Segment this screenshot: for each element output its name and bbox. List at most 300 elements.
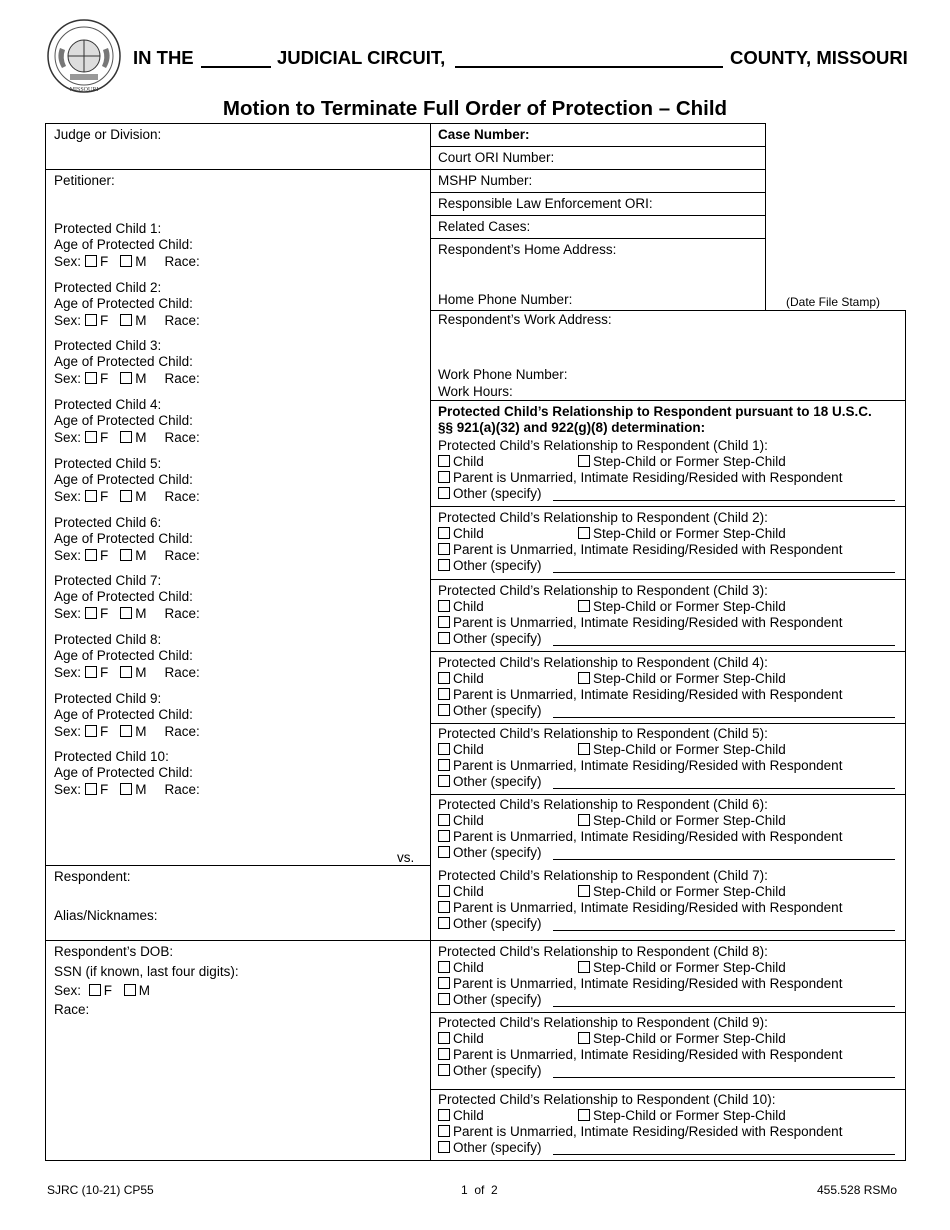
sex-f-checkbox[interactable] <box>89 984 101 996</box>
option-parent <box>438 976 842 992</box>
parent-checkbox[interactable] <box>438 471 450 483</box>
parent-option-label: Parent is Unmarried, Intimate Residing/Resided with Respondent <box>453 758 843 773</box>
protected-child-7 <box>54 573 161 589</box>
other-checkbox[interactable] <box>438 846 450 858</box>
relationship-divider <box>430 579 905 580</box>
protected-child-3 <box>54 338 161 354</box>
parent-checkbox[interactable] <box>438 977 450 989</box>
other-checkbox[interactable] <box>438 993 450 1005</box>
other-specify-blank[interactable] <box>553 1006 895 1007</box>
sex-m-checkbox[interactable] <box>120 725 132 737</box>
relationship-heading: Protected Child’s Relationship to Respondent pursuant to 18 U.S.C. <box>438 404 872 419</box>
option-step-child <box>578 813 786 829</box>
parent-option-label: Parent is Unmarried, Intimate Residing/Resided with Respondent <box>453 829 843 844</box>
sex-m-label: M <box>138 983 151 998</box>
other-option-label: Other (specify) <box>453 774 542 789</box>
option-step-child <box>578 599 786 615</box>
sex-f-checkbox[interactable] <box>85 549 97 561</box>
sex-label: Sex: <box>54 254 82 269</box>
child-checkbox[interactable] <box>438 600 450 612</box>
option-parent <box>438 829 842 845</box>
grid-bottom-line <box>45 1160 906 1161</box>
other-specify-blank[interactable] <box>553 645 895 646</box>
parent-checkbox[interactable] <box>438 543 450 555</box>
home-phone-label: Home Phone Number: <box>438 292 573 307</box>
option-other <box>438 558 542 574</box>
child-checkbox[interactable] <box>438 814 450 826</box>
child-option-label: Child <box>453 1108 484 1123</box>
sex-label: Sex: <box>54 430 82 446</box>
parent-option-label: Parent is Unmarried, Intimate Residing/Resided with Respondent <box>453 1124 843 1139</box>
relationship-label: Protected Child’s Relationship to Respondent (Child 3): <box>438 583 768 598</box>
step-child-checkbox[interactable] <box>578 814 590 826</box>
child-option-label: Child <box>453 1031 484 1046</box>
other-option-label: Other (specify) <box>453 1140 542 1155</box>
option-parent <box>438 687 842 703</box>
other-checkbox[interactable] <box>438 917 450 929</box>
option-parent <box>438 1124 842 1140</box>
step-child-option-label: Step-Child or Former Step-Child <box>593 599 786 614</box>
header-in-the: IN THE <box>133 47 194 68</box>
option-child <box>438 1031 484 1047</box>
option-child <box>438 742 484 758</box>
parent-option-label: Parent is Unmarried, Intimate Residing/Resided with Respondent <box>453 900 843 915</box>
child-age-label: Age of Protected Child: <box>54 354 193 370</box>
relationship-child-3 <box>438 583 768 599</box>
parent-checkbox[interactable] <box>438 759 450 771</box>
relationship-divider <box>430 723 905 724</box>
other-option-label: Other (specify) <box>453 486 542 501</box>
relationship-label: Protected Child’s Relationship to Respondent (Child 9): <box>438 1015 768 1030</box>
child-age-row <box>54 237 193 253</box>
parent-checkbox[interactable] <box>438 616 450 628</box>
rule-right <box>430 169 765 170</box>
child-option-label: Child <box>453 454 484 469</box>
child-label: Protected Child 8: <box>54 631 162 647</box>
sex-m-label: M <box>135 430 147 446</box>
option-other <box>438 774 542 790</box>
child-sex-row <box>54 782 200 798</box>
race-label: Race: <box>164 254 200 269</box>
child-age-row <box>54 472 193 488</box>
option-child <box>438 884 484 900</box>
relationship-child-6 <box>438 797 768 813</box>
sex-label: Sex: <box>54 547 82 563</box>
rule-right <box>430 146 765 147</box>
other-specify-blank[interactable] <box>553 1077 895 1078</box>
step-child-option-label: Step-Child or Former Step-Child <box>593 671 786 686</box>
child-label: Protected Child 7: <box>54 573 162 589</box>
child-checkbox[interactable] <box>438 455 450 467</box>
option-step-child <box>578 671 786 687</box>
statute: 455.528 RSMo <box>817 1183 898 1197</box>
relationship-label: Protected Child’s Relationship to Respondent (Child 5): <box>438 726 768 741</box>
other-checkbox[interactable] <box>438 775 450 787</box>
race-label: Race: <box>164 606 200 622</box>
page-number: 1 of 2 <box>461 1183 498 1197</box>
sex-f-label: F <box>100 664 109 680</box>
parent-option-label: Parent is Unmarried, Intimate Residing/Resided with Respondent <box>453 542 843 557</box>
step-child-option-label: Step-Child or Former Step-Child <box>593 1108 786 1123</box>
child-checkbox[interactable] <box>438 743 450 755</box>
county-blank[interactable] <box>455 66 723 68</box>
sex-m-checkbox[interactable] <box>120 431 132 443</box>
petitioner-label: Petitioner: <box>54 173 115 188</box>
step-child-checkbox[interactable] <box>578 961 590 973</box>
sex-f-label: F <box>100 371 109 387</box>
relationship-child-8 <box>438 944 768 960</box>
sex-label: Sex: <box>54 782 82 798</box>
related-cases-label: Related Cases: <box>438 219 531 234</box>
option-step-child <box>578 742 786 758</box>
sex-f-checkbox[interactable] <box>85 372 97 384</box>
sex-label: Sex: <box>54 488 82 504</box>
vs-label: vs. <box>397 850 415 865</box>
option-other <box>438 486 542 502</box>
step-child-option-label: Step-Child or Former Step-Child <box>593 884 786 899</box>
other-option-label: Other (specify) <box>453 992 542 1007</box>
sex-f-checkbox[interactable] <box>85 490 97 502</box>
rule-right <box>430 310 905 311</box>
child-label: Protected Child 2: <box>54 279 162 295</box>
option-step-child <box>578 960 786 976</box>
sex-f-checkbox[interactable] <box>85 725 97 737</box>
child-option-label: Child <box>453 526 484 541</box>
work-hours-label: Work Hours: <box>438 384 513 399</box>
relationship-divider <box>430 651 905 652</box>
child-checkbox[interactable] <box>438 1109 450 1121</box>
child-checkbox[interactable] <box>438 527 450 539</box>
child-sex-row <box>54 665 200 681</box>
relationship-label: Protected Child’s Relationship to Respondent (Child 8): <box>438 944 768 959</box>
step-child-checkbox[interactable] <box>578 1109 590 1121</box>
child-age-label: Age of Protected Child: <box>54 237 193 252</box>
child-checkbox[interactable] <box>438 672 450 684</box>
grid-stamp-line <box>765 123 766 310</box>
respondent-sex-row <box>54 983 150 999</box>
parent-option-label: Parent is Unmarried, Intimate Residing/Resided with Respondent <box>453 687 843 702</box>
child-option-label: Child <box>453 671 484 686</box>
parent-checkbox[interactable] <box>438 830 450 842</box>
race-label: Race: <box>164 723 200 739</box>
sex-m-label: M <box>135 312 147 328</box>
alias-label: Alias/Nicknames: <box>54 908 158 923</box>
other-option-label: Other (specify) <box>453 703 542 718</box>
race-label: Race: <box>164 664 200 680</box>
other-checkbox[interactable] <box>438 487 450 499</box>
parent-checkbox[interactable] <box>438 1125 450 1137</box>
option-child <box>438 454 484 470</box>
grid-top-line <box>45 123 765 124</box>
work-phone-label: Work Phone Number: <box>438 367 568 382</box>
sex-m-label: M <box>135 488 147 504</box>
relationship-child-4 <box>438 655 768 671</box>
sex-m-checkbox[interactable] <box>120 314 132 326</box>
circuit-blank[interactable] <box>201 66 271 68</box>
protected-child-5 <box>54 456 161 472</box>
grid-right-line <box>905 310 906 1161</box>
rule-left <box>45 865 431 866</box>
child-age-label: Age of Protected Child: <box>54 295 193 311</box>
other-option-label: Other (specify) <box>453 1063 542 1078</box>
option-step-child <box>578 526 786 542</box>
child-sex-row <box>54 254 200 270</box>
child-option-label: Child <box>453 813 484 828</box>
relationship-divider <box>430 506 905 507</box>
child-option-label: Child <box>453 884 484 899</box>
race-label: Race: <box>164 547 200 563</box>
sex-m-label: M <box>135 547 147 563</box>
step-child-checkbox[interactable] <box>578 527 590 539</box>
sex-label: Sex: <box>54 983 82 998</box>
rule-left <box>45 169 431 170</box>
court-ori-label: Court ORI Number: <box>438 150 555 165</box>
child-sex-row <box>54 430 200 446</box>
child-age-label: Age of Protected Child: <box>54 471 193 487</box>
other-checkbox[interactable] <box>438 1064 450 1076</box>
other-specify-blank[interactable] <box>553 930 895 931</box>
relationship-child-7 <box>438 868 768 884</box>
protected-child-9 <box>54 691 161 707</box>
rule-right <box>430 400 905 401</box>
other-option-label: Other (specify) <box>453 631 542 646</box>
judge-label: Judge or Division: <box>54 127 162 142</box>
grid-mid-line <box>430 123 431 1161</box>
child-age-row <box>54 589 193 605</box>
relationship-child-1 <box>438 438 768 454</box>
child-checkbox[interactable] <box>438 961 450 973</box>
option-child <box>438 960 484 976</box>
sex-m-checkbox[interactable] <box>120 783 132 795</box>
relationship-divider <box>430 794 905 795</box>
child-option-label: Child <box>453 742 484 757</box>
date-stamp-label: (Date File Stamp) <box>786 295 881 309</box>
header-judicial-circuit: JUDICIAL CIRCUIT, <box>277 47 446 68</box>
sex-f-checkbox[interactable] <box>85 607 97 619</box>
sex-f-label: F <box>100 254 109 269</box>
sex-m-checkbox[interactable] <box>120 607 132 619</box>
option-parent <box>438 1047 842 1063</box>
step-child-checkbox[interactable] <box>578 455 590 467</box>
child-sex-row <box>54 606 200 622</box>
step-child-option-label: Step-Child or Former Step-Child <box>593 454 786 469</box>
sex-label: Sex: <box>54 723 82 739</box>
option-other <box>438 916 542 932</box>
sex-f-label: F <box>100 312 109 328</box>
child-label: Protected Child 5: <box>54 455 162 471</box>
option-other <box>438 845 542 861</box>
sex-m-checkbox[interactable] <box>120 549 132 561</box>
relationship-child-5 <box>438 726 768 742</box>
child-sex-row <box>54 724 200 740</box>
option-parent <box>438 615 842 631</box>
child-age-label: Age of Protected Child: <box>54 706 193 722</box>
relationship-label: Protected Child’s Relationship to Respondent (Child 6): <box>438 797 768 812</box>
child-option-label: Child <box>453 599 484 614</box>
relationship-divider <box>430 940 905 941</box>
rule-right <box>430 215 765 216</box>
child-age-row <box>54 648 193 664</box>
option-step-child <box>578 1031 786 1047</box>
sex-f-checkbox[interactable] <box>85 431 97 443</box>
law-ori-label: Responsible Law Enforcement ORI: <box>438 196 653 211</box>
sex-f-label: F <box>100 430 109 446</box>
step-child-option-label: Step-Child or Former Step-Child <box>593 526 786 541</box>
other-checkbox[interactable] <box>438 704 450 716</box>
rule-right <box>430 192 765 193</box>
child-sex-row <box>54 313 200 329</box>
other-specify-blank[interactable] <box>553 859 895 860</box>
child-option-label: Child <box>453 960 484 975</box>
sex-label: Sex: <box>54 371 82 387</box>
option-child <box>438 526 484 542</box>
option-step-child <box>578 454 786 470</box>
work-address-label: Respondent’s Work Address: <box>438 312 612 327</box>
sex-f-checkbox[interactable] <box>85 314 97 326</box>
sex-f-label: F <box>100 547 109 563</box>
other-checkbox[interactable] <box>438 559 450 571</box>
relationship-label: Protected Child’s Relationship to Respondent (Child 7): <box>438 868 768 883</box>
parent-option-label: Parent is Unmarried, Intimate Residing/Resided with Respondent <box>453 1047 843 1062</box>
child-age-label: Age of Protected Child: <box>54 530 193 546</box>
other-specify-blank[interactable] <box>553 500 895 501</box>
sex-m-checkbox[interactable] <box>124 984 136 996</box>
protected-child-6 <box>54 515 161 531</box>
dob-label: Respondent’s DOB: <box>54 944 174 959</box>
option-other <box>438 703 542 719</box>
parent-checkbox[interactable] <box>438 1048 450 1060</box>
relationship-label: Protected Child’s Relationship to Respondent (Child 2): <box>438 510 768 525</box>
sex-f-label: F <box>100 488 109 504</box>
sex-m-label: M <box>135 254 147 269</box>
child-sex-row <box>54 371 200 387</box>
other-specify-blank[interactable] <box>553 1154 895 1155</box>
race-label: Race: <box>164 488 200 504</box>
relationship-label: Protected Child’s Relationship to Respondent (Child 10): <box>438 1092 776 1107</box>
relationship-label: Protected Child’s Relationship to Respondent (Child 4): <box>438 655 768 670</box>
home-address-label: Respondent’s Home Address: <box>438 242 617 257</box>
sex-f-checkbox[interactable] <box>85 666 97 678</box>
child-sex-row <box>54 489 200 505</box>
relationship-child-9 <box>438 1015 768 1031</box>
child-age-label: Age of Protected Child: <box>54 589 193 605</box>
grid-left-line <box>45 123 46 1161</box>
option-child <box>438 671 484 687</box>
child-age-label: Age of Protected Child: <box>54 413 193 429</box>
parent-option-label: Parent is Unmarried, Intimate Residing/Resided with Respondent <box>453 615 843 630</box>
respondent-race-label: Race: <box>54 1002 90 1017</box>
race-label: Race: <box>164 312 200 328</box>
protected-child-10 <box>54 749 169 765</box>
relationship-divider <box>430 1012 905 1013</box>
child-age-row <box>54 354 193 370</box>
step-child-checkbox[interactable] <box>578 672 590 684</box>
state-seal-logo <box>46 18 122 94</box>
other-option-label: Other (specify) <box>453 558 542 573</box>
other-checkbox[interactable] <box>438 632 450 644</box>
option-other <box>438 992 542 1008</box>
child-age-row <box>54 413 193 429</box>
child-label: Protected Child 10: <box>54 749 169 765</box>
child-age-row <box>54 296 193 312</box>
sex-f-checkbox[interactable] <box>85 783 97 795</box>
sex-label: Sex: <box>54 606 82 622</box>
protected-child-2 <box>54 280 161 296</box>
respondent-label: Respondent: <box>54 869 131 884</box>
step-child-checkbox[interactable] <box>578 885 590 897</box>
other-specify-blank[interactable] <box>553 788 895 789</box>
option-child <box>438 599 484 615</box>
step-child-checkbox[interactable] <box>578 600 590 612</box>
step-child-checkbox[interactable] <box>578 1032 590 1044</box>
child-label: Protected Child 9: <box>54 690 162 706</box>
mshp-label: MSHP Number: <box>438 173 533 188</box>
child-label: Protected Child 4: <box>54 397 162 413</box>
sex-m-checkbox[interactable] <box>120 666 132 678</box>
child-label: Protected Child 1: <box>54 221 162 236</box>
relationship-child-2 <box>438 510 768 526</box>
option-step-child <box>578 1108 786 1124</box>
protected-child-8 <box>54 632 161 648</box>
form-id: SJRC (10-21) CP55 <box>47 1183 154 1197</box>
step-child-option-label: Step-Child or Former Step-Child <box>593 1031 786 1046</box>
relationship-label: Protected Child’s Relationship to Respondent (Child 1): <box>438 438 768 453</box>
sex-m-label: M <box>135 664 147 680</box>
step-child-option-label: Step-Child or Former Step-Child <box>593 960 786 975</box>
race-label: Race: <box>164 782 200 798</box>
child-checkbox[interactable] <box>438 1032 450 1044</box>
option-parent <box>438 542 842 558</box>
relationship-child-10 <box>438 1092 775 1108</box>
ssn-label: SSN (if known, last four digits): <box>54 964 239 979</box>
step-child-option-label: Step-Child or Former Step-Child <box>593 813 786 828</box>
sex-label: Sex: <box>54 312 82 328</box>
rule-right <box>430 238 765 239</box>
case-number-label: Case Number: <box>438 127 530 142</box>
sex-m-checkbox[interactable] <box>120 490 132 502</box>
child-age-row <box>54 765 193 781</box>
parent-checkbox[interactable] <box>438 688 450 700</box>
form-title: Motion to Terminate Full Order of Protection – Child <box>222 97 728 120</box>
child-label: Protected Child 6: <box>54 514 162 530</box>
relationship-divider <box>430 1089 905 1090</box>
parent-option-label: Parent is Unmarried, Intimate Residing/Resided with Respondent <box>453 470 843 485</box>
option-parent <box>438 900 842 916</box>
sex-f-label: F <box>100 606 109 622</box>
option-other <box>438 1140 542 1156</box>
sex-m-label: M <box>135 371 147 387</box>
child-checkbox[interactable] <box>438 885 450 897</box>
option-child <box>438 1108 484 1124</box>
child-label: Protected Child 3: <box>54 338 162 354</box>
other-checkbox[interactable] <box>438 1141 450 1153</box>
other-specify-blank[interactable] <box>553 572 895 573</box>
sex-f-label: F <box>103 983 113 998</box>
other-option-label: Other (specify) <box>453 916 542 931</box>
rule-left <box>45 940 431 941</box>
header-county-missouri: COUNTY, MISSOURI <box>730 47 908 68</box>
parent-checkbox[interactable] <box>438 901 450 913</box>
option-parent <box>438 758 842 774</box>
child-age-label: Age of Protected Child: <box>54 765 193 781</box>
sex-m-checkbox[interactable] <box>120 372 132 384</box>
step-child-option-label: Step-Child or Former Step-Child <box>593 742 786 757</box>
sex-f-checkbox[interactable] <box>85 255 97 267</box>
step-child-checkbox[interactable] <box>578 743 590 755</box>
sex-m-label: M <box>135 606 147 622</box>
sex-m-checkbox[interactable] <box>120 255 132 267</box>
other-specify-blank[interactable] <box>553 717 895 718</box>
